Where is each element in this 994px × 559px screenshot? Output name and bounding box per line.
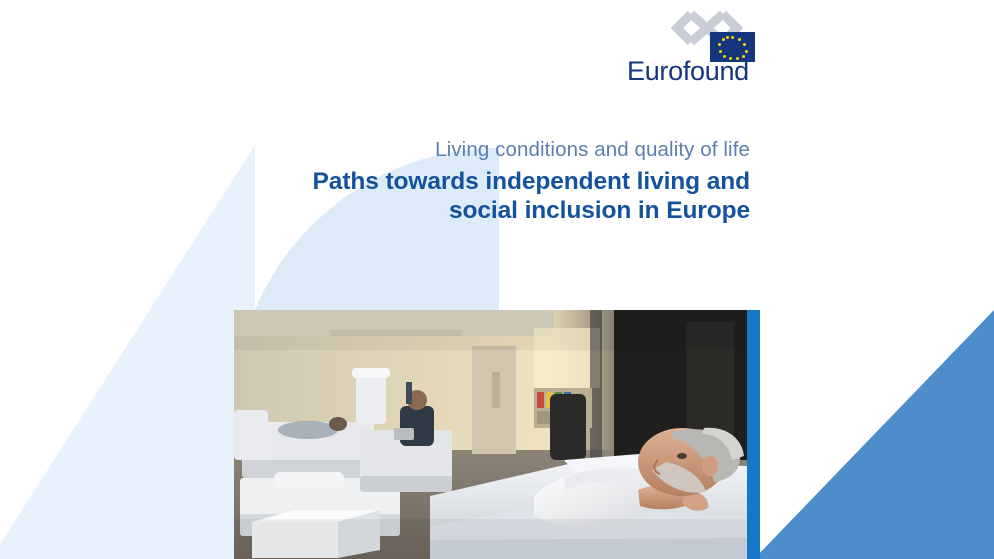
blue-triangle-right — [754, 310, 994, 559]
page-title-line-1: Paths towards independent living and — [312, 168, 750, 195]
series-label: Living conditions and quality of life — [435, 138, 750, 161]
accent-vertical-bar — [747, 310, 760, 559]
cover-photograph — [234, 310, 747, 559]
page-title-line-2: social inclusion in Europe — [449, 196, 750, 224]
page-title — [250, 168, 750, 225]
title-block — [250, 138, 750, 225]
eurofound-wordmark: Eurofound — [627, 56, 749, 86]
eurofound-logo — [627, 6, 757, 88]
pale-triangle-left — [0, 145, 255, 559]
